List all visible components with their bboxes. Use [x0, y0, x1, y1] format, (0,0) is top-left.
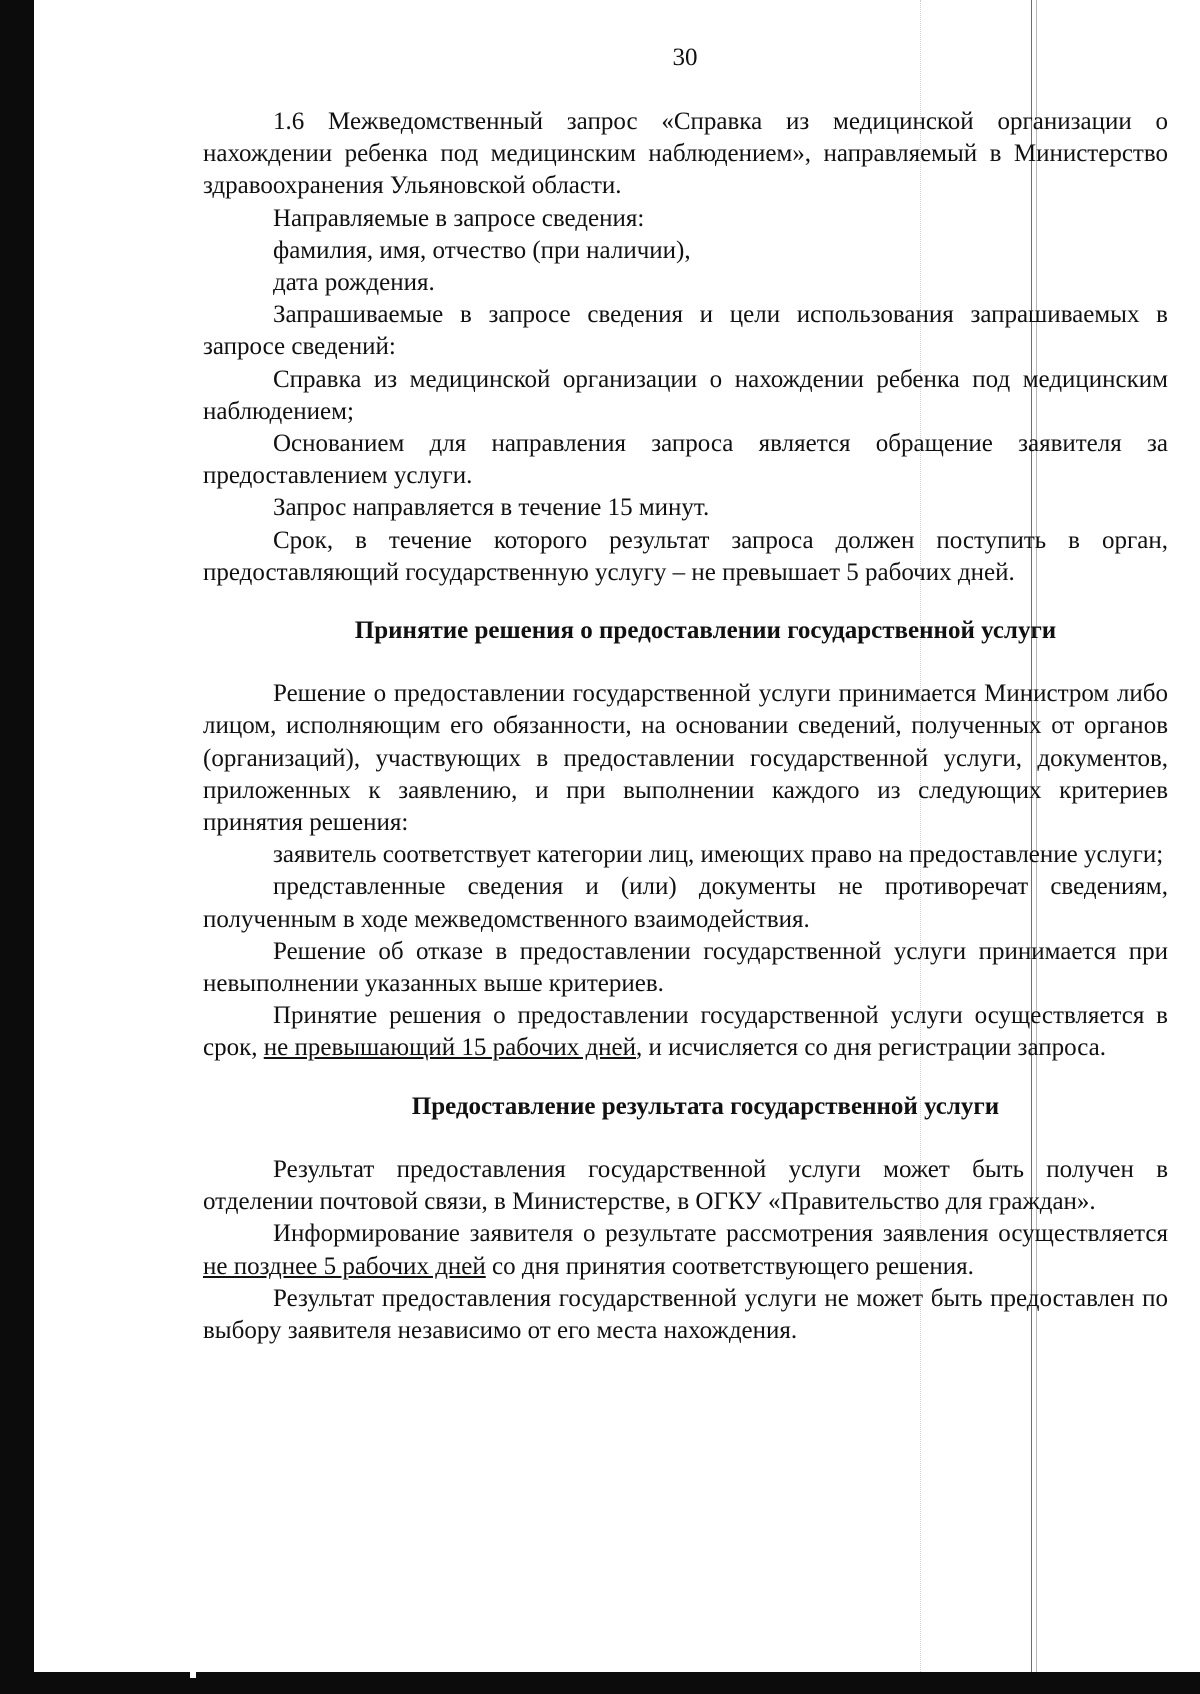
paragraph: Направляемые в запросе сведения: — [273, 204, 645, 232]
paragraph: Результат предоставления государственной услуги не может быть предоставлен по выбору заявителя независимо от его места нахождения. — [203, 1284, 1168, 1344]
scan-bottom-border — [0, 1672, 1200, 1694]
paragraph: Срок, в течение которого результат запроса должен поступить в орган, предоставляющий государственную услугу – не превышает 5 рабочих дней. — [203, 526, 1168, 586]
section-heading: Принятие решения о предоставлении государственной услуги — [354, 617, 1057, 645]
text-run: Принятие решения о предоставлении государственной услуги осуществляется в срок, — [203, 1002, 1168, 1062]
paragraph: Результат предоставления государственной услуги может быть получен в отделении почтовой связи, в Министерстве, в ОГКУ «Правительство для граждан». — [203, 1155, 1168, 1216]
document-body — [203, 106, 1168, 1347]
text-run: Информирование заявителя о результате рассмотрения заявления осуществляется — [273, 1220, 1168, 1248]
paragraph: Решение об отказе в предоставлении государственной услуги принимается при невыполнении указанных выше критериев. — [203, 937, 1168, 998]
underlined-text: не превышающий 15 рабочих дней — [263, 1034, 637, 1062]
section-heading: Предоставление результата государственной услуги — [411, 1092, 1000, 1120]
paragraph: представленные сведения и (или) документы не противоречат сведениям, полученным в ходе межведомственного взаимодействия. — [203, 873, 1168, 933]
paragraph: Основанием для направления запроса является обращение заявителя за предоставлением услуги. — [203, 430, 1168, 490]
page-number: 30 — [672, 44, 698, 71]
text-run: со дня принятия соответствующего решения. — [485, 1252, 974, 1280]
paragraph: 1.6 Межведомственный запрос «Справка из медицинской организации о нахождении ребенка под медицинским наблюдением», направляемый в Министерство здравоохранения Ульяновской области. — [203, 108, 1168, 200]
paragraph: Запрос направляется в течение 15 минут. — [273, 494, 710, 522]
paragraph: заявитель соответствует категории лиц, имеющих право на предоставление услуги; — [273, 841, 1164, 869]
paragraph: Решение о предоставлении государственной услуги принимается Министром либо лицом, исполняющим его обязанности, на основании сведений, полученных от органов (организаций), участвующих в предоставлении государственной услуги, документов, приложенных к заявлению, и при выполнении каждого из следующих критериев принятия решения: — [203, 680, 1168, 837]
paragraph: фамилия, имя, отчество (при наличии), — [273, 236, 691, 264]
paragraph: дата рождения. — [273, 269, 435, 297]
text-run: , и исчисляется со дня регистрации запроса. — [636, 1034, 1106, 1062]
paragraph — [203, 1218, 1168, 1282]
scan-left-border — [0, 0, 34, 1694]
paragraph: Запрашиваемые в запросе сведения и цели использования запрашиваемых в запросе сведений: — [203, 301, 1168, 361]
paragraph: Справка из медицинской организации о нахождении ребенка под медицинским наблюдением; — [203, 365, 1168, 425]
underlined-text: не позднее 5 рабочих дней — [203, 1252, 486, 1280]
paragraph — [203, 1000, 1168, 1064]
